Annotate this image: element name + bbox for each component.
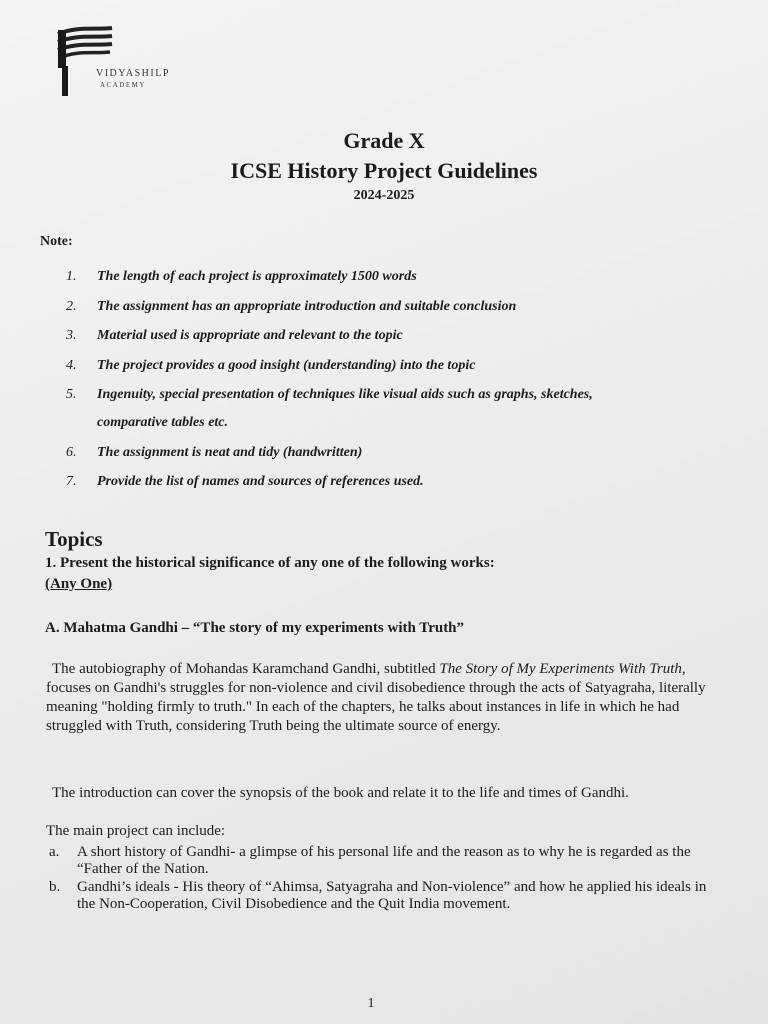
question-1: 1. Present the historical significance of any one of the following works: xyxy=(45,555,495,571)
grade-heading: Grade X xyxy=(343,128,425,153)
list-item: 5. Ingenuity, special presentation of techniques like visual aids such as graphs, sketches, comparative tables etc. xyxy=(66,387,593,430)
logo-name: VIDYASHILP xyxy=(96,68,170,79)
notes-list xyxy=(66,268,736,503)
topics-heading: Topics xyxy=(45,527,103,551)
logo-subtitle: ACADEMY xyxy=(100,81,146,89)
document-title: ICSE History Project Guidelines xyxy=(230,158,538,183)
note-label: Note: xyxy=(40,234,73,249)
list-item: b. Gandhi’s ideals - His theory of “Ahimsa, Satyagraha and Non-violence” and how he applied his ideals in the Non-Cooperation, Civil Disobedience and the Quit India movement. xyxy=(49,879,707,912)
section-a-heading: A. Mahatma Gandhi – “The story of my experiments with Truth” xyxy=(45,620,465,636)
project-items-list xyxy=(46,844,726,914)
page-number: 1 xyxy=(367,996,375,1011)
any-one-note: (Any One) xyxy=(45,576,113,592)
paragraph-introduction: The introduction can cover the synopsis of the book and relate it to the life and times of Gandhi. xyxy=(52,785,629,801)
school-logo xyxy=(56,26,176,98)
list-item: 6. The assignment is neat and tidy (handwritten) xyxy=(66,444,363,460)
list-item: 7. Provide the list of names and sources of references used. xyxy=(66,474,424,489)
list-item: 2. The assignment has an appropriate introduction and suitable conclusion xyxy=(66,298,517,314)
list-item: 1. The length of each project is approximately 1500 words xyxy=(66,269,417,284)
paragraph-main-project: The main project can include: xyxy=(46,823,226,839)
paragraph-autobiography: The autobiography of Mohandas Karamchand Gandhi, subtitled The Story of My Experiments With Truth, focuses on Gandhi's struggles for non-violence and civil disobedience through the acts of Satyagraha, literally meaning "holding firmly to truth." In each of the chapters, he talks about instances in life in which he had struggled with Truth, considering Truth being the ultimate source of energy. xyxy=(46,661,706,734)
list-item: 3. Material used is appropriate and relevant to the topic xyxy=(66,328,403,343)
list-item: a. A short history of Gandhi- a glimpse of his personal life and the reason as to why he is regarded as the “Father of the Nation. xyxy=(49,844,691,877)
list-item: 4. The project provides a good insight (understanding) into the topic xyxy=(66,357,476,373)
academic-year: 2024-2025 xyxy=(353,188,415,203)
